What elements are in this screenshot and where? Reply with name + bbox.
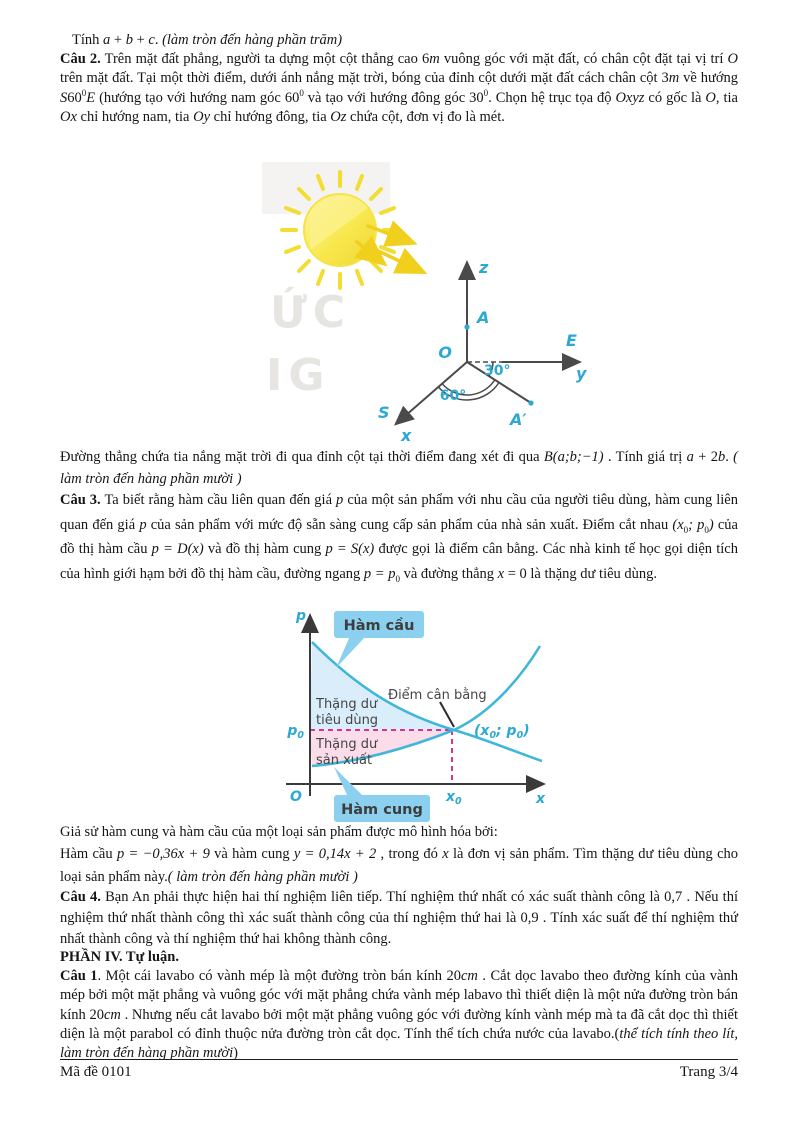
consumer-surplus-line2: tiêu dùng: [316, 713, 379, 728]
p0-tick-label: $p_0$: [287, 723, 304, 741]
label-s: S: [378, 403, 390, 422]
paragraph-duong-thang: Đường thẳng chứa tia nắng mặt trời đi qua đỉnh cột tại thời điểm đang xét đi qua B(a;b;−1) . Tính giá trị a + 2b. ( làm tròn đến hàng phần mười ): [60, 449, 739, 487]
x-axis-label: x: [536, 791, 546, 807]
axes-labels: [378, 258, 587, 445]
p-axis-label: p: [296, 608, 307, 624]
supply-box-label: Hàm cung: [341, 802, 423, 818]
label-z: z: [479, 258, 489, 277]
label-e: E: [566, 331, 577, 350]
equilibrium-label: Điểm cân bằng: [388, 688, 487, 703]
paragraph-ham-cau-cung: Hàm cầu p = −0,36x + 9 và hàm cung y = 0,14x + 2 , trong đó x là đơn vị sản phẩm. Tìm thặng dư tiêu dùng cho loại sản phẩm này.( làm tròn đến hàng phần mười ): [60, 846, 739, 885]
figure-supply-demand: [278, 604, 608, 824]
watermark-line1: ỨC: [270, 287, 352, 338]
page-footer: [60, 1059, 738, 1081]
point-a-dot: [464, 324, 469, 329]
x0-tick-label: $x_0$: [446, 789, 462, 807]
label-x: x: [401, 426, 412, 445]
demand-callout: [334, 611, 424, 668]
consumer-surplus-line1: Thặng dư: [316, 697, 378, 712]
point-a-prime-dot: [528, 400, 533, 405]
equilibrium-pointer: [440, 702, 454, 727]
paragraph-tinh: Tính a + b + c. (làm tròn đến hàng phần trăm): [72, 32, 343, 48]
label-angle-60: 60°: [439, 388, 467, 404]
label-angle-30: 30°: [484, 363, 511, 379]
watermark-line2: IG: [266, 350, 331, 401]
equilibrium-point-label: ($x_0$; $p_0$): [474, 723, 530, 741]
paragraph-phan-iv: PHẦN IV. Tự luận.: [60, 949, 179, 965]
paragraph-cau3: Câu 3. Ta biết rằng hàm cầu liên quan đến giá p của một sản phẩm với nhu cầu của người tiêu dùng, hàm cung liên quan đến giá p của sản phẩm với mức độ sẵn sàng cung cấp sản phẩm của nhà sản xuất. Điểm cắt nhau ($x_0$; $p_0$) của đồ thị hàm cầu p = D(x) và đồ thị hàm cung p = S(x) được gọi là điểm cân bằng. Các nhà kinh tế học gọi diện tích của hình giới hạm bởi đồ thị hàm cầu, đường ngang $p = p_0$ và đường thẳng x = 0 là thặng dư tiêu dùng.: [60, 492, 738, 584]
label-o: O: [438, 343, 452, 362]
watermark-text: [266, 285, 351, 401]
label-a-prime: A′: [510, 410, 527, 429]
footer-page-number: Trang 3/4: [679, 1064, 738, 1080]
figure-sun-axes: [240, 162, 610, 447]
footer-exam-code: Mã đề 0101: [60, 1064, 132, 1080]
demand-box-label: Hàm cầu: [343, 618, 415, 634]
paragraph-gia-su: Giả sử hàm cung và hàm cầu của một loại sản phẩm được mô hình hóa bởi:: [60, 824, 498, 840]
supply-callout: [334, 767, 430, 822]
label-y: y: [576, 364, 587, 383]
paragraph-cau4: Câu 4. Bạn An phải thực hiện hai thí nghiệm liên tiếp. Thí nghiệm thứ nhất có xác suất thành công là 0,7 . Nếu thí nghiệm thứ nhất thành công thì xác suất thành công của thí nghiệm thứ hai là 0,9 . Tính xác suất để thí nghiệm thứ nhất thành công và thí nghiệm thứ hai không thành công.: [60, 889, 738, 947]
producer-surplus-line1: Thặng dư: [316, 737, 378, 752]
paragraph-cau1-tu-luan: Câu 1. Một cái lavabo có vành mép là một đường tròn bán kính 20cm . Cắt dọc lavabo theo đường kính của vành mép bởi một mặt phẳng và vuông góc với mặt phẳng chứa vành mép labavo thì thiết diện là một nửa đường tròn bán kính 20cm . Nhưng nếu cắt lavabo bởi một mặt phẳng vuông góc với đường kính vành mép mà ta đã cắt dọc thì thiết diện là một parabol có đỉnh thuộc nửa đường tròn cắt dọc. Tính thể tích chứa nước của lavabo.(thể tích tính theo lít, làm tròn đến hàng phần mười): [60, 968, 738, 1062]
label-a: A: [477, 308, 490, 327]
origin-label: O: [290, 789, 302, 805]
coordinate-axes: [397, 264, 578, 423]
paragraph-cau2: Câu 2. Trên mặt đất phẳng, người ta dựng một cột thẳng cao 6m vuông góc với mặt đất, có chân cột đặt tại vị trí O trên mặt đất. Tại một thời điểm, dưới ánh nắng mặt trời, bóng của đỉnh cột dưới mặt đất cách chân cột 3m về hướng $S60^0E$ (hướng tạo với hướng nam góc $60^0$ và tạo với hướng đông góc $30^0$. Chọn hệ trục tọa độ Oxyz có gốc là O, tia Ox chỉ hướng nam, tia Oy chỉ hướng đông, tia Oz chứa cột, đơn vị đo là mét.: [60, 51, 739, 126]
producer-surplus-line2: sản xuất: [316, 753, 373, 768]
